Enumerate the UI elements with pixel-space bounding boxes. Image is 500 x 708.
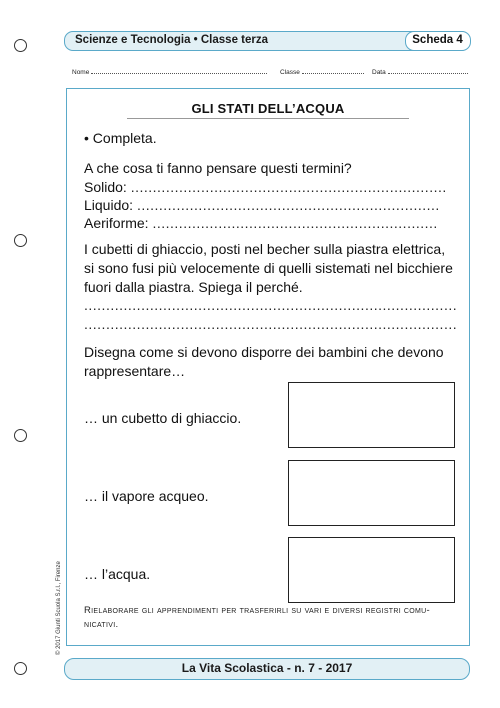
- learning-objective-note: [84, 604, 456, 632]
- binder-hole-lower: [14, 429, 27, 442]
- explanation-answer-line[interactable]: .....................................................................................: [84, 316, 458, 332]
- drawing-box-vapor[interactable]: [288, 460, 455, 526]
- binder-hole-top: [14, 39, 27, 52]
- instruction: • Completa.: [84, 130, 157, 146]
- header-subject: Scienze e Tecnologia • Classe terza: [75, 34, 269, 46]
- draw-item-water: … l’acqua.: [84, 566, 151, 582]
- draw-item-vapor: … il vapore acqueo.: [84, 488, 209, 504]
- note-line: nicativi.: [84, 619, 119, 630]
- term-liquido: [84, 196, 440, 214]
- worksheet-title: GLI STATI DELL’ACQUA: [191, 101, 345, 116]
- note-line: Rielaborare gli apprendimenti per trasferirli su vari e diversi registri comu-: [84, 605, 430, 616]
- term-label: Liquido:: [84, 197, 134, 213]
- classe-label: Classe: [280, 69, 300, 76]
- answer-line[interactable]: .................................................................: [152, 215, 438, 231]
- paragraph-line: si sono fusi più velocemente di quelli sistemati nel bicchiere: [84, 260, 453, 276]
- answer-line[interactable]: ........................................................................: [130, 179, 447, 195]
- data-line[interactable]: [388, 67, 468, 74]
- term-label: Aeriforme:: [84, 215, 149, 231]
- term-aeriforme: [84, 214, 438, 232]
- worksheet-card: [66, 88, 470, 646]
- title-underline: [127, 118, 409, 119]
- term-label: Solido:: [84, 179, 127, 195]
- footer-bar: La Vita Scolastica - n. 7 - 2017: [64, 658, 470, 680]
- term-solido: [84, 178, 447, 196]
- scheda-badge: Scheda 4: [405, 31, 471, 51]
- nome-label: Nome: [72, 69, 90, 76]
- draw-prompt-line: rappresentare…: [84, 363, 186, 379]
- binder-hole-upper: [14, 234, 27, 247]
- drawing-box-water[interactable]: [288, 537, 455, 603]
- copyright-text: © 2017 Giunti Scuola S.r.l., Firenze: [56, 561, 62, 655]
- drawing-box-ice-cube[interactable]: [288, 382, 455, 448]
- header-bar: [64, 31, 470, 51]
- explanation-answer-line[interactable]: .....................................................................................: [84, 297, 458, 313]
- binder-hole-bottom: [14, 662, 27, 675]
- classe-line[interactable]: [302, 67, 364, 74]
- answer-line[interactable]: .....................................................................: [136, 197, 440, 213]
- paragraph-line: I cubetti di ghiaccio, posti nel becher sulla piastra elettrica,: [84, 241, 446, 257]
- paragraph-line: fuori dalla piastra. Spiega il perché.: [84, 279, 303, 295]
- draw-prompt-line: Disegna come si devono disporre dei bambini che devono: [84, 344, 444, 360]
- nome-line[interactable]: [91, 67, 267, 74]
- data-label: Data: [372, 69, 386, 76]
- draw-item-ice-cube: … un cubetto di ghiaccio.: [84, 410, 242, 426]
- question: A che cosa ti fanno pensare questi termini?: [84, 160, 352, 176]
